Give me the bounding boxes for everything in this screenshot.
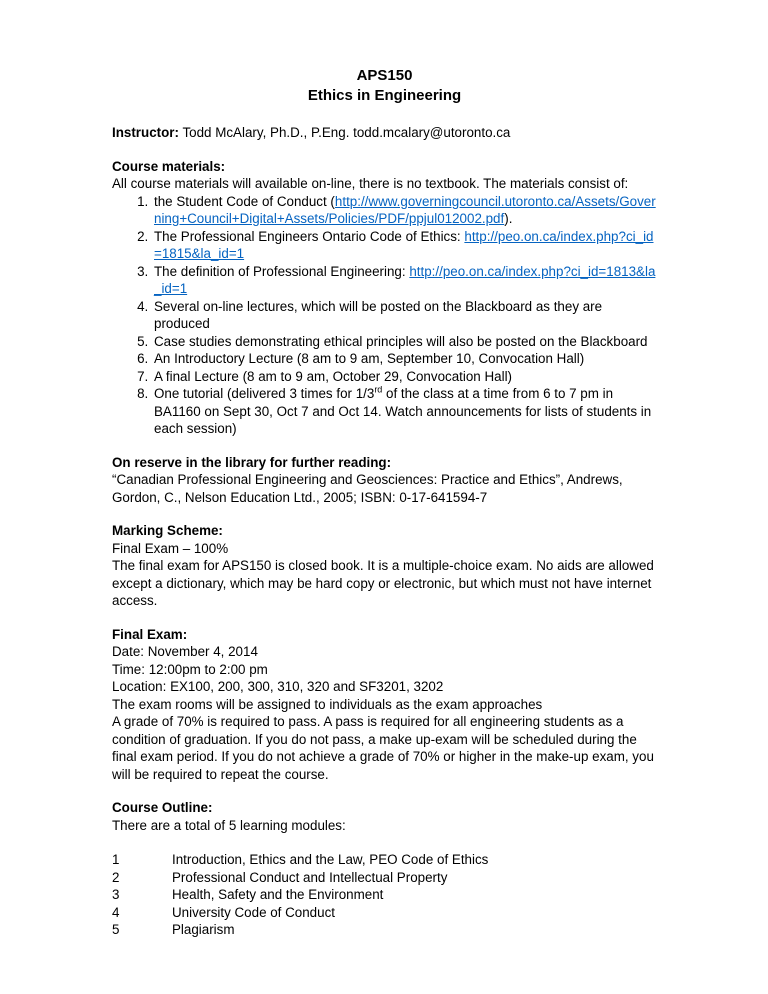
- list-item: [152, 193, 657, 228]
- superscript: rd: [374, 384, 383, 395]
- module-number: 4: [112, 904, 120, 920]
- course-title: Ethics in Engineering: [307, 87, 462, 104]
- final-exam-heading: Final Exam:: [112, 626, 188, 642]
- instructor-line: [112, 124, 657, 142]
- course-code: APS150: [356, 67, 413, 84]
- module-name: Health, Safety and the Environment: [172, 887, 384, 902]
- list-item: 4. Several on-line lectures, which will be posted on the Blackboard as they are produced: [152, 298, 657, 333]
- exam-location: Location: EX100, 200, 300, 310, 320 and SF3201, 3202: [112, 679, 444, 694]
- module-name: University Code of Conduct: [172, 904, 335, 920]
- module-row: [112, 904, 657, 922]
- peo-definition-link[interactable]: http://peo.on.ca/index.php?ci_id=1813&la_id=1: [154, 263, 656, 296]
- exam-pass: A grade of 70% is required to pass. A pass is required for all engineering students as a condition of graduation. If you do not pass, a make up-exam will be scheduled during the final exam period. If you do not achieve a grade of 70% or higher in the make-up exam, you will be required to repeat the course.: [112, 714, 654, 782]
- instructor-label: Instructor:: [112, 125, 179, 140]
- module-number: 3: [112, 887, 120, 902]
- list-item: [152, 228, 657, 263]
- outline-heading: Course Outline:: [112, 800, 213, 815]
- exam-date: Date: November 4, 2014: [112, 644, 258, 659]
- module-list: [112, 851, 657, 939]
- item-text: ).: [504, 211, 513, 226]
- outline-section: [112, 799, 657, 939]
- module-row: [112, 921, 657, 939]
- list-item: [152, 263, 657, 298]
- item-text: The definition of Professional Engineering:: [154, 263, 410, 279]
- item-text: the Student Code of Conduct (: [154, 193, 335, 209]
- module-name: Introduction, Ethics and the Law, PEO Code of Ethics: [172, 852, 489, 867]
- marking-heading: Marking Scheme:: [112, 523, 223, 538]
- final-exam-section: [112, 626, 657, 784]
- materials-list: [112, 193, 657, 438]
- instructor-text: Todd McAlary, Ph.D., P.Eng. todd.mcalary@utoronto.ca: [182, 125, 511, 140]
- module-name: Professional Conduct and Intellectual Property: [172, 869, 448, 885]
- exam-rooms: The exam rooms will be assigned to individuals as the exam approaches: [112, 696, 543, 712]
- item-text: The Professional Engineers Ontario Code of Ethics:: [154, 228, 465, 244]
- marking-line2: The final exam for APS150 is closed book. It is a multiple-choice exam. No aids are allowed except a dictionary, which may be hard copy or electronic, but which must not have internet access.: [112, 558, 654, 608]
- list-item: 6. An Introductory Lecture (8 am to 9 am, September 10, Convocation Hall): [152, 350, 657, 368]
- outline-intro: There are a total of 5 learning modules:: [112, 817, 346, 833]
- list-item: 7. A final Lecture (8 am to 9 am, October 29, Convocation Hall): [152, 368, 657, 386]
- module-number: 5: [112, 922, 120, 937]
- module-name: Plagiarism: [172, 922, 235, 937]
- materials-section: [112, 158, 657, 438]
- exam-time: Time: 12:00pm to 2:00 pm: [112, 661, 268, 677]
- item-text: One tutorial (delivered 3 times for 1/3: [154, 386, 375, 401]
- materials-intro: All course materials will available on-line, there is no textbook. The materials consist of:: [112, 176, 629, 191]
- module-number: 1: [112, 852, 120, 867]
- marking-section: [112, 522, 657, 610]
- marking-line1: Final Exam – 100%: [112, 540, 229, 556]
- student-code-link[interactable]: http://www.governingcouncil.utoronto.ca/Assets/Governing+Council+Digital+Assets/Policies/PDF/ppjul012002.pdf: [154, 193, 656, 226]
- module-row: [112, 869, 657, 887]
- reserve-text: “Canadian Professional Engineering and Geosciences: Practice and Ethics”, Andrews, Gordon, C., Nelson Education Ltd., 2005; ISBN: 0-17-641594-7: [112, 472, 623, 505]
- document-page: [112, 66, 657, 939]
- reserve-heading: On reserve in the library for further reading:: [112, 454, 392, 470]
- reserve-section: [112, 454, 657, 507]
- module-row: [112, 851, 657, 869]
- materials-heading: Course materials:: [112, 158, 226, 174]
- peo-ethics-link[interactable]: http://peo.on.ca/index.php?ci_id=1815&la_id=1: [154, 228, 654, 261]
- module-row: [112, 886, 657, 904]
- list-item: 5. Case studies demonstrating ethical principles will also be posted on the Blackboard: [152, 333, 657, 351]
- module-number: 2: [112, 869, 120, 885]
- list-item: [152, 385, 657, 438]
- item-text: of the class at a time from 6 to 7 pm in BA1160 on Sept 30, Oct 7 and Oct 14. Watch announcements for lists of students in each session): [154, 386, 652, 436]
